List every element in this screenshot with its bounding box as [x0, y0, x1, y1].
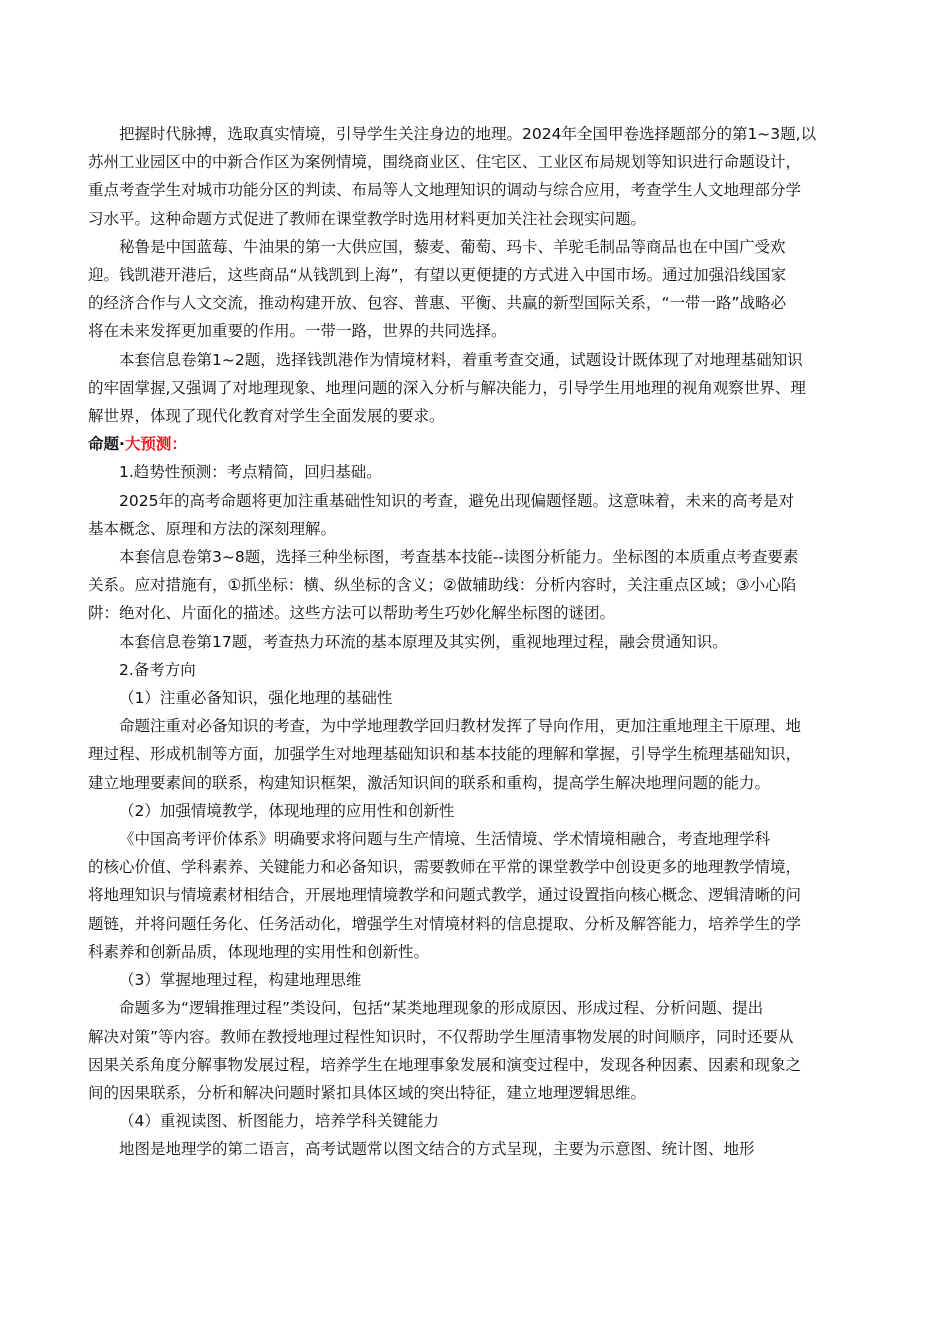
section-heading	[88, 430, 863, 458]
text-line: （1）注重必备知识，强化地理的基础性	[119, 689, 393, 708]
text-line: 秘鲁是中国蓝莓、牛油果的第一大供应国，藜麦、葡萄、玛卡、羊驼毛制品等商品也在中国广受欢	[119, 237, 786, 256]
text-line: 苏州工业园区中的中新合作区为案例情境，围绕商业区、住宅区、工业区布局规划等知识进行命题设计，	[88, 153, 802, 172]
paragraph-question-17	[88, 628, 863, 656]
text-line: 的经济合作与人文交流，推动构建开放、包容、普惠、平衡、共赢的新型国际关系，“一带一路”战略必	[88, 294, 787, 313]
text-line: 题链，并将问题任务化、任务活动化，增强学生对情境材料的信息提取、分析及解答能力，培养学生的学	[88, 914, 802, 933]
heading-highlight: 大预测：	[124, 435, 187, 454]
text-line: 解世界，体现了现代化教育对学生全面发展的要求。	[88, 407, 445, 426]
text-line: 1.趋势性预测：考点精简，回归基础。	[119, 463, 382, 482]
paragraph-coordinate-charts	[88, 543, 863, 628]
text-line: 基本概念、原理和方法的深刻理解。	[88, 519, 337, 538]
text-line: 解决对策”等内容。教师在教授地理过程性知识时，不仅帮助学生厘清事物发展的时间顺序，同时还要从	[88, 1027, 794, 1046]
text-line: 间的因果联系，分析和解决问题时紧扣具体区域的突出特征，建立地理逻辑思维。	[88, 1083, 647, 1102]
text-line: （4）重视读图、析图能力，培养学科关键能力	[119, 1112, 439, 1131]
paragraph-intro-3	[88, 346, 863, 431]
text-line: 地图是地理学的第二语言，高考试题常以图文结合的方式呈现，主要为示意图、统计图、地形	[119, 1140, 755, 1159]
paragraph-geographic-process	[88, 994, 863, 1107]
text-line: 的牢固掌握,又强调了对地理现象、地理问题的深入分析与解决能力，引导学生用地理的视角观察世界、理	[88, 378, 806, 397]
text-line: 命题注重对必备知识的考查，为中学地理教学回归教材发挥了导向作用，更加注重地理主干原理、地	[119, 717, 802, 736]
paragraph-essential-knowledge	[88, 712, 863, 797]
text-line: 本套信息卷第3~8题，选择三种坐标图，考查基本技能--读图分析能力。坐标图的本质重点考查要素	[119, 548, 799, 567]
prep-direction-title	[88, 656, 863, 684]
subheading-3	[88, 966, 863, 994]
text-line: 2.备考方向	[119, 660, 196, 679]
text-line: （3）掌握地理过程，构建地理思维	[119, 971, 362, 990]
text-line: 关系。应对措施有，①抓坐标：横、纵坐标的含义；②做辅助线：分析内容时，关注重点区域；③小心陷	[88, 576, 797, 595]
paragraph-2025	[88, 487, 863, 543]
text-line: 2025年的高考命题将更加注重基础性知识的考查，避免出现偏题怪题。这意味着，未来的高考是对	[119, 491, 794, 510]
subheading-1	[88, 684, 863, 712]
text-line: 理过程、形成机制等方面，加强学生对地理基础知识和基本技能的理解和掌握，引导学生梳理基础知识，	[88, 745, 802, 764]
text-line: 将在未来发挥更加重要的作用。一带一路，世界的共同选择。	[88, 322, 507, 341]
text-line: 命题多为“逻辑推理过程”类设问，包括“某类地理现象的形成原因、形成过程、分析问题、提出	[119, 999, 764, 1018]
text-line: （2）加强情境教学，体现地理的应用性和创新性	[119, 801, 455, 820]
text-line: 重点考查学生对城市功能分区的判读、布局等人文地理知识的调动与综合应用，考查学生人文地理部分学	[88, 181, 802, 200]
document-page	[88, 120, 863, 1164]
text-line: 的核心价值、学科素养、关键能力和必备知识，需要教师在平常的课堂教学中创设更多的地理教学情境，	[88, 858, 802, 877]
text-line: 将地理知识与情境素材相结合，开展地理情境教学和问题式教学，通过设置指向核心概念、逻辑清晰的问	[88, 886, 802, 905]
paragraph-intro-1	[88, 120, 863, 233]
text-line: 因果关系角度分解事物发展过程，培养学生在地理事象发展和演变过程中，发现各种因素、因素和现象之	[88, 1055, 802, 1074]
paragraph-map-reading	[88, 1135, 863, 1163]
text-line: 建立地理要素间的联系，构建知识框架，激活知识间的联系和重构，提高学生解决地理问题的能力。	[88, 773, 771, 792]
heading-prefix: 命题·	[88, 435, 125, 454]
subheading-4	[88, 1107, 863, 1135]
paragraph-intro-2	[88, 233, 863, 346]
text-line: 迎。钱凯港开港后，这些商品“从钱凯到上海”，有望以更便捷的方式进入中国市场。通过加强沿线国家	[88, 266, 787, 285]
trend-prediction-title	[88, 458, 863, 486]
text-line: 《中国高考评价体系》明确要求将问题与生产情境、生活情境、学术情境相融合，考查地理学科	[119, 830, 771, 849]
subheading-2	[88, 797, 863, 825]
paragraph-situational-teaching	[88, 825, 863, 966]
text-line: 本套信息卷第1~2题，选择钱凯港作为情境材料，着重考查交通，试题设计既体现了对地理基础知识	[119, 350, 803, 369]
text-line: 把握时代脉搏，选取真实情境，引导学生关注身边的地理。2024年全国甲卷选择题部分的第1~3题,以	[119, 125, 817, 143]
text-line: 科素养和创新品质，体现地理的实用性和创新性。	[88, 942, 430, 961]
text-line: 本套信息卷第17题，考查热力环流的基本原理及其实例，重视地理过程，融会贯通知识。	[119, 632, 728, 651]
text-line: 阱：绝对化、片面化的描述。这些方法可以帮助考生巧妙化解坐标图的谜团。	[88, 604, 616, 623]
text-line: 习水平。这种命题方式促进了教师在课堂教学时选用材料更加关注社会现实问题。	[88, 209, 647, 228]
